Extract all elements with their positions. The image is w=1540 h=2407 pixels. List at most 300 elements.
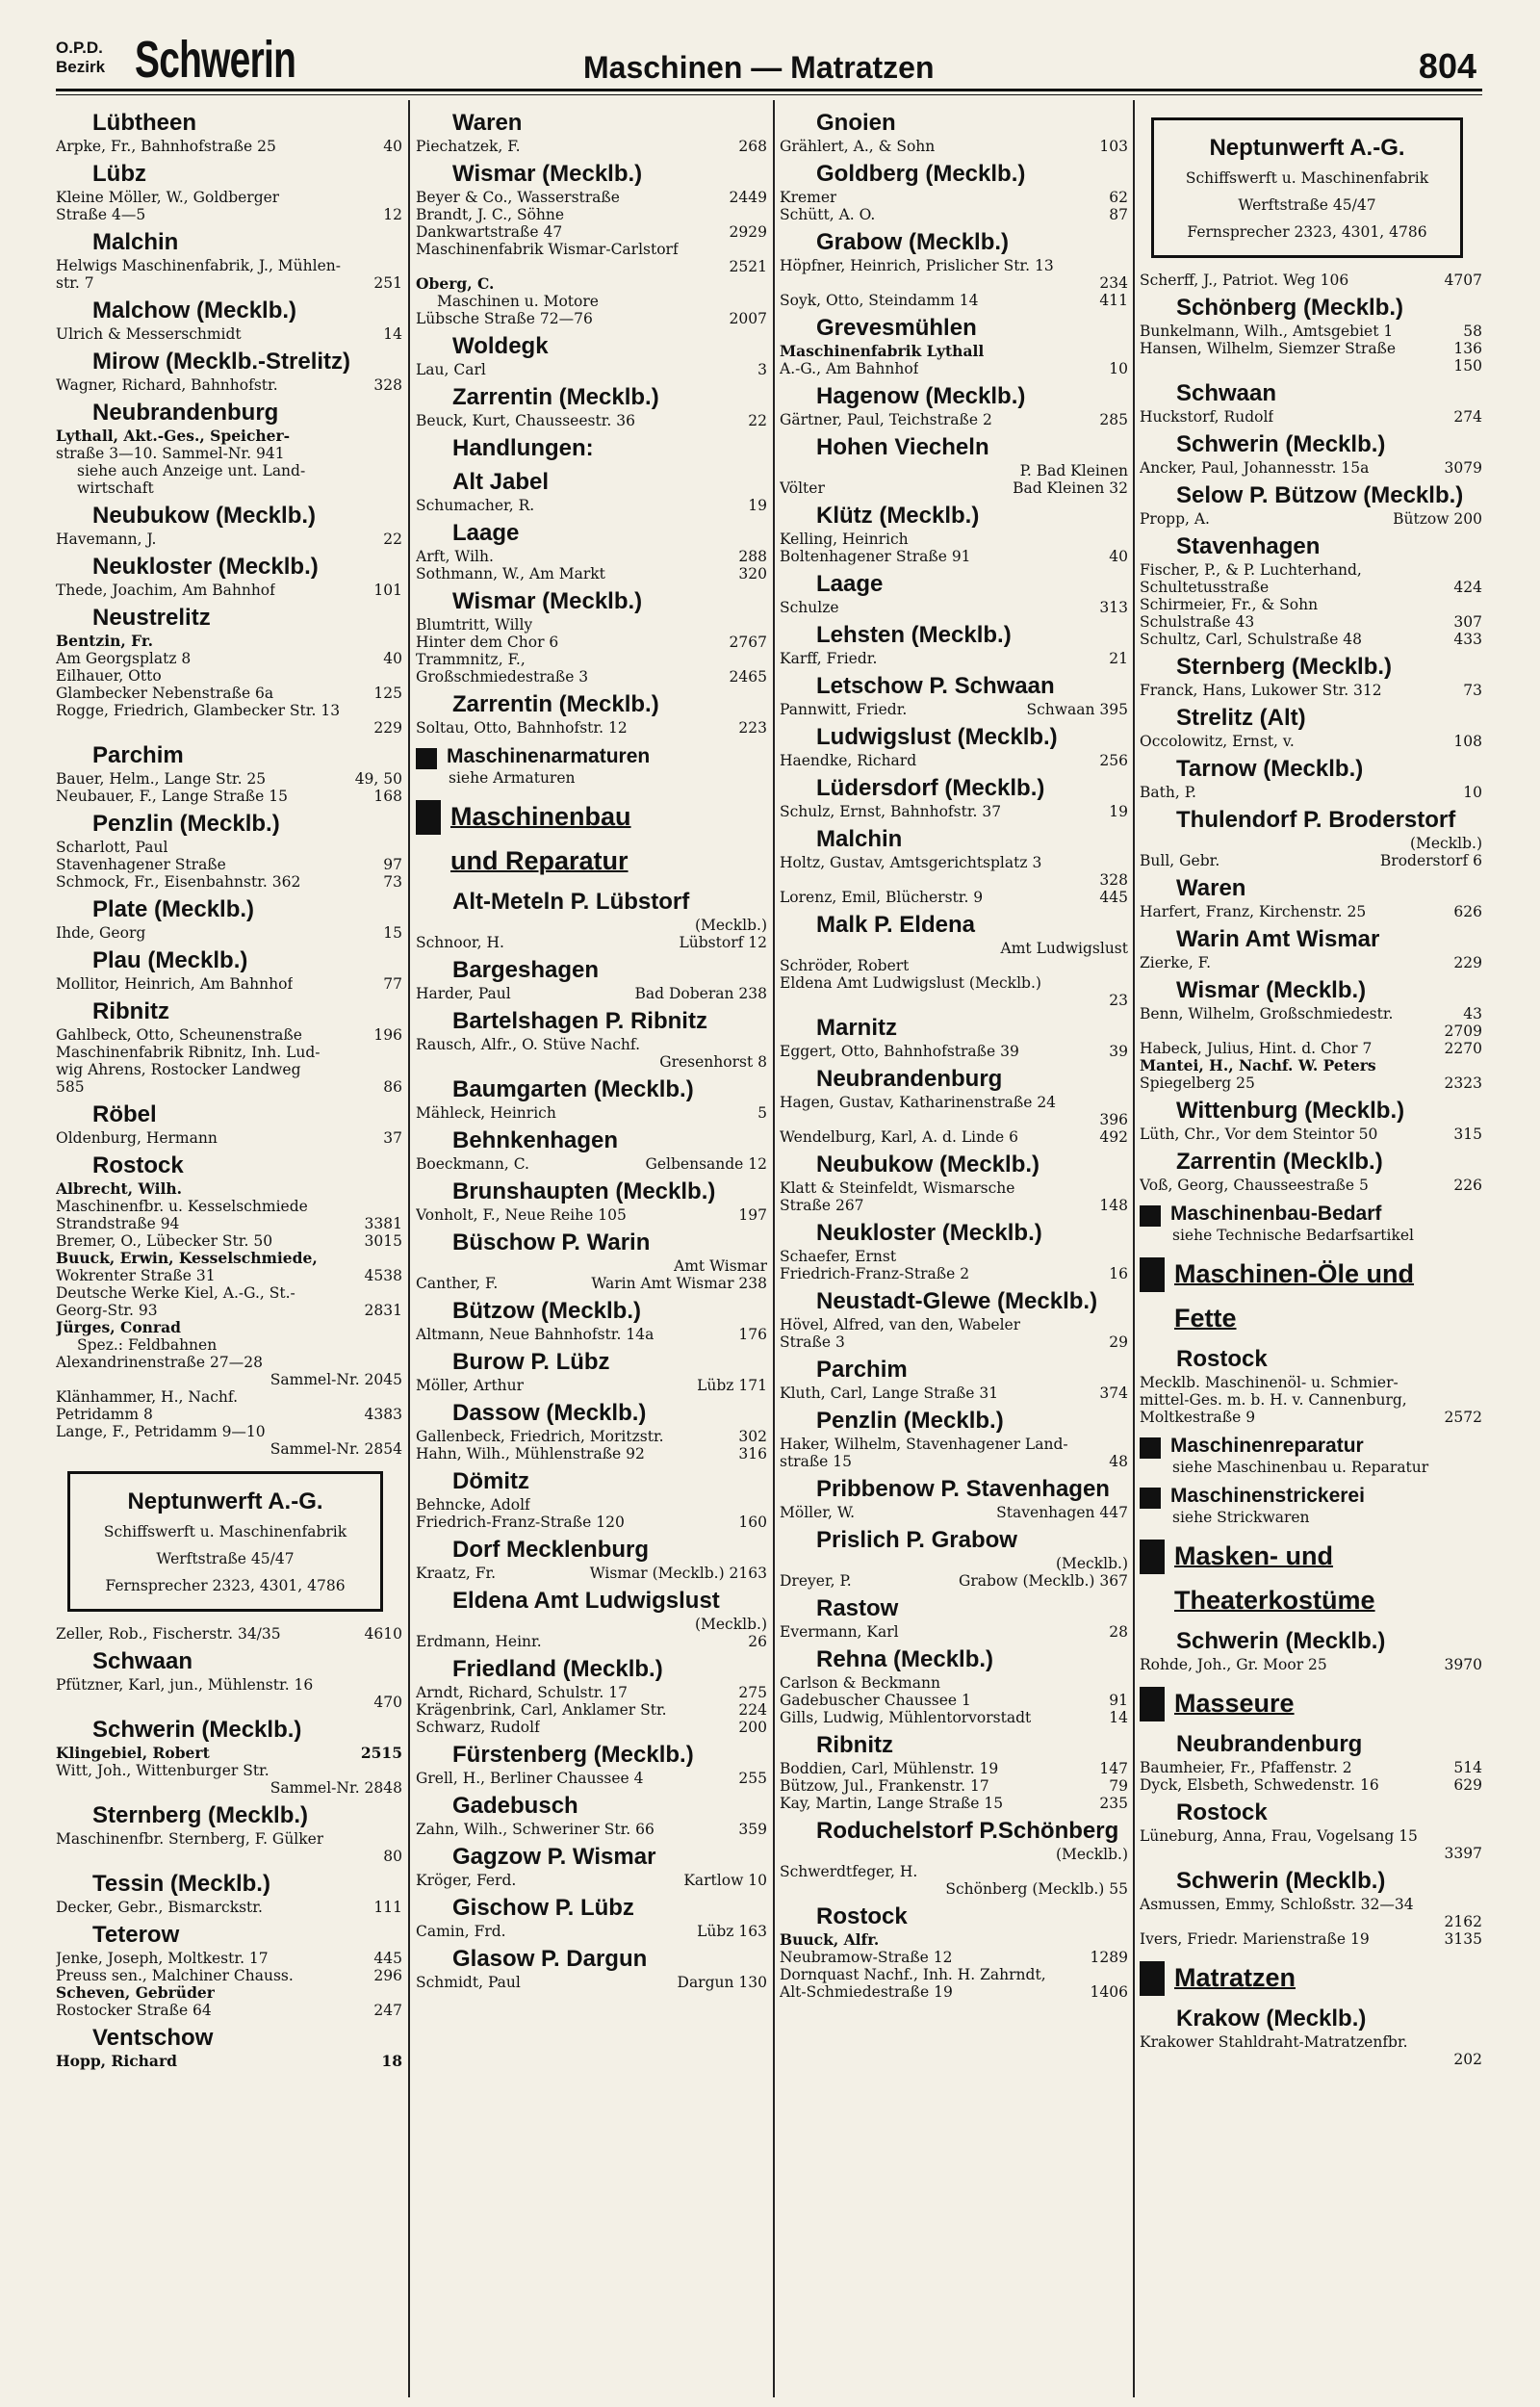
entry-name: Georg-Str. 93 <box>56 1302 158 1319</box>
entry-continuation: Spez.: Feldbahnen <box>77 1336 218 1354</box>
listing-entry <box>780 1760 1128 1777</box>
entry-number: 2831 <box>364 1302 402 1319</box>
entry-name: Soyk, Otto, Steindamm 14 <box>780 292 979 309</box>
listing-entry <box>56 274 402 292</box>
entry-number: Gelbensande 12 <box>645 1155 767 1173</box>
entry-name: Hahn, Wilh., Mühlenstraße 92 <box>416 1445 645 1462</box>
listing-entry <box>780 1128 1128 1146</box>
entry-name: Wagner, Richard, Bahnhofstr. <box>56 376 278 394</box>
entry-name: Sothmann, W., Am Markt <box>416 565 605 582</box>
listing-entry <box>1140 1177 1482 1194</box>
section-reference: siehe Technische Bedarfsartikel <box>1172 1227 1414 1244</box>
listing-entry <box>416 1275 767 1292</box>
entry-number: 275 <box>738 1684 767 1701</box>
entry-name: Holtz, Gustav, Amtsgerichtsplatz 3 <box>780 854 1042 871</box>
city-title: Schwerin <box>135 31 296 89</box>
listing-entry <box>416 189 767 206</box>
listing-entry <box>416 719 767 737</box>
entry-number: 58 <box>1463 323 1482 340</box>
entry-number-line: (Mecklb.) <box>694 917 767 934</box>
entry-name: Albrecht, Wilh. <box>56 1180 183 1198</box>
place-heading: Letschow P. Schwaan <box>816 673 1055 699</box>
place-heading: Rastow <box>816 1595 899 1621</box>
listing-entry <box>1140 954 1482 971</box>
place-heading: Neubrandenburg <box>1176 1731 1363 1757</box>
place-heading: Parchim <box>816 1357 908 1383</box>
entry-name: Oberg, C. <box>416 275 495 293</box>
listing-entry <box>780 1333 1128 1351</box>
listing-entry <box>416 548 767 565</box>
listing-entry <box>56 1950 402 1967</box>
entry-number: 21 <box>1109 650 1128 667</box>
place-heading: Gadebusch <box>452 1793 578 1819</box>
place-heading: Prislich P. Grabow <box>816 1527 1017 1553</box>
entry-name: Hövel, Alfred, van den, Wabeler <box>780 1316 1021 1333</box>
listing-entry <box>416 1974 767 1991</box>
entry-name: Deutsche Werke Kiel, A.-G., St.- <box>56 1284 295 1302</box>
entry-name: Arpke, Fr., Bahnhofstraße 25 <box>56 138 276 155</box>
entry-name: Völter <box>780 479 825 497</box>
listing-entry <box>1140 2033 1482 2051</box>
entry-number-line: Amt Ludwigslust <box>1000 940 1128 957</box>
entry-number: 411 <box>1099 292 1128 309</box>
entry-name: Decker, Gebr., Bismarckstr. <box>56 1899 263 1916</box>
listing-entry <box>780 1248 1128 1265</box>
entry-name: Petridamm 8 <box>56 1406 153 1423</box>
entry-number: 28 <box>1109 1623 1128 1641</box>
entry-name: Schwarz, Rudolf <box>416 1719 540 1736</box>
place-heading: Lübz <box>92 161 146 187</box>
section-title: Maschinenbau-Bedarf <box>1170 1203 1382 1225</box>
entry-name: Fischer, P., & P. Luchterhand, <box>1140 561 1362 579</box>
listing-entry <box>780 206 1128 223</box>
entry-name: Dornquast Nachf., Inh. H. Zahrndt, <box>780 1966 1046 1983</box>
entry-name: Neubauer, F., Lange Straße 15 <box>56 788 288 805</box>
listing-entry <box>416 1326 767 1343</box>
listing-entry <box>416 565 767 582</box>
entry-name: Kröger, Ferd. <box>416 1872 517 1889</box>
entry-number: 197 <box>738 1206 767 1224</box>
listing-entry <box>56 376 402 394</box>
entry-number: Broderstorf 6 <box>1379 852 1482 869</box>
entry-name: Camin, Frd. <box>416 1923 506 1940</box>
entry-number-line: Gresenhorst 8 <box>659 1053 767 1071</box>
district-label <box>56 39 105 77</box>
listing-entry <box>1140 1896 1482 1913</box>
entry-number-line: Schönberg (Mecklb.) 55 <box>945 1880 1128 1898</box>
advertisement-box <box>1151 117 1463 258</box>
place-heading: Ribnitz <box>816 1732 893 1758</box>
entry-number: 200 <box>738 1719 767 1736</box>
entry-name: Klingebiel, Robert <box>56 1745 210 1762</box>
entry-name: Scherff, J., Patriot. Weg 106 <box>1140 272 1349 289</box>
entry-number: 14 <box>1109 1709 1128 1726</box>
entry-name: Kraatz, Fr. <box>416 1565 497 1582</box>
entry-name: Helwigs Maschinenfabrik, J., Mühlen- <box>56 257 341 274</box>
entry-number: 1406 <box>1090 1983 1128 2001</box>
place-heading: Behnkenhagen <box>452 1127 619 1153</box>
entry-name: Hagen, Gustav, Katharinenstraße 24 <box>780 1094 1057 1111</box>
listing-entry <box>416 412 767 429</box>
entry-name: Maschinenfbr. u. Kesselschmiede <box>56 1198 308 1215</box>
listing-entry <box>56 1984 402 2002</box>
place-heading: Hagenow (Mecklb.) <box>816 383 1026 409</box>
listing-entry <box>1140 323 1482 340</box>
place-heading: Tessin (Mecklb.) <box>92 1871 270 1897</box>
entry-name: Bath, P. <box>1140 784 1196 801</box>
entry-name: Hansen, Wilhelm, Siemzer Straße <box>1140 340 1397 357</box>
listing-entry <box>56 531 402 548</box>
place-heading: Neukloster (Mecklb.) <box>92 554 319 580</box>
listing-entry <box>56 1762 402 1779</box>
place-heading: Schwerin (Mecklb.) <box>92 1717 302 1743</box>
listing-entry <box>780 1674 1128 1692</box>
listing-entry <box>780 1709 1128 1726</box>
entry-number: 40 <box>383 650 402 667</box>
entry-name: Canther, F. <box>416 1275 499 1292</box>
entry-name: Blumtritt, Willy <box>416 616 533 634</box>
place-heading: Selow P. Bützow (Mecklb.) <box>1176 482 1464 508</box>
place-heading: Neustrelitz <box>92 605 211 631</box>
entry-number: 48 <box>1109 1453 1128 1470</box>
listing-entry <box>56 1215 402 1232</box>
entry-number: 320 <box>738 565 767 582</box>
listing-entry <box>780 599 1128 616</box>
entry-name: Beuck, Kurt, Chausseestr. 36 <box>416 412 635 429</box>
entry-name: straße 3—10. Sammel-Nr. 941 <box>56 445 285 462</box>
entry-number: 196 <box>373 1026 402 1044</box>
place-heading: Bartelshagen P. Ribnitz <box>452 1008 707 1034</box>
entry-number: 626 <box>1453 903 1482 920</box>
entry-number-line: (Mecklb.) <box>1409 835 1482 852</box>
entry-name: Karff, Friedr. <box>780 650 878 667</box>
place-heading: Malchin <box>816 826 903 852</box>
entry-number-line: 23 <box>1109 992 1128 1009</box>
place-heading: Schwerin (Mecklb.) <box>1176 1628 1386 1654</box>
listing-entry <box>780 257 1128 274</box>
place-heading: Lübtheen <box>92 110 196 136</box>
listing-entry <box>780 752 1128 769</box>
entry-name: Evermann, Karl <box>780 1623 899 1641</box>
header-rule <box>56 89 1482 91</box>
entry-name: Gills, Ludwig, Mühlentorvorstadt <box>780 1709 1032 1726</box>
entry-name: Gärtner, Paul, Teichstraße 2 <box>780 411 992 428</box>
listing-entry <box>780 1197 1128 1214</box>
entry-name: Schirmeier, Fr., & Sohn <box>1140 596 1319 613</box>
place-heading: Warin Amt Wismar <box>1176 926 1380 952</box>
place-heading: Ventschow <box>92 2025 214 2051</box>
listing-entry <box>56 1284 402 1302</box>
entry-name: Maschinenfabrik Wismar-Carlstorf <box>416 241 679 258</box>
entry-number: 2323 <box>1444 1074 1482 1092</box>
place-heading: Roduchelstorf P.Schönberg <box>816 1818 1119 1844</box>
listing-entry <box>416 138 767 155</box>
entry-number: 2515 <box>360 1744 402 1762</box>
entry-name: Dreyer, P. <box>780 1572 852 1590</box>
listing-entry <box>1140 1930 1482 1948</box>
entry-number: 226 <box>1453 1177 1482 1194</box>
listing-entry <box>780 360 1128 377</box>
ad-company-name: Neptunwerft A.-G. <box>1209 135 1405 161</box>
section-bullet-icon <box>1140 1687 1165 1721</box>
section-bullet-icon <box>416 800 441 835</box>
listing-entry <box>56 1830 402 1848</box>
listing-entry <box>780 138 1128 155</box>
listing-entry <box>56 702 402 719</box>
place-heading: Neustadt-Glewe (Mecklb.) <box>816 1288 1098 1314</box>
listing-entry <box>1140 682 1482 699</box>
place-heading: Malk P. Eldena <box>816 912 975 938</box>
listing-entry <box>56 1967 402 1984</box>
place-heading: Röbel <box>92 1101 157 1127</box>
entry-number: 19 <box>748 497 767 514</box>
opd-label: O.P.D. <box>56 39 103 57</box>
listing-entry <box>416 206 767 223</box>
entry-number: 445 <box>373 1950 402 1967</box>
listing-entry <box>56 1406 402 1423</box>
place-heading: Schwaan <box>92 1648 193 1674</box>
entry-number: 2767 <box>729 634 767 651</box>
major-section-heading <box>1140 1252 1482 1340</box>
entry-number: Lübstorf 12 <box>679 934 767 951</box>
entry-name: Schumacher, R. <box>416 497 535 514</box>
place-heading: Neubrandenburg <box>92 400 279 426</box>
place-heading: Alt-Meteln P. Lübstorf <box>452 889 690 915</box>
listing-entry <box>416 1684 767 1701</box>
entry-name: Alexandrinenstraße 27—28 <box>56 1354 263 1371</box>
listing-entry <box>416 497 767 514</box>
entry-name: Ancker, Paul, Johannesstr. 15a <box>1140 459 1370 477</box>
column-1 <box>56 104 402 2397</box>
entry-number: 224 <box>738 1701 767 1719</box>
column-divider <box>408 100 410 2397</box>
listing-entry <box>56 1180 402 1198</box>
entry-number: 1289 <box>1090 1949 1128 1966</box>
place-heading: Burow P. Lübz <box>452 1349 610 1375</box>
entry-continuation: wirtschaft <box>77 479 154 497</box>
section-bullet-icon <box>1140 1961 1165 1996</box>
entry-name: Zahn, Wilh., Schweriner Str. 66 <box>416 1821 654 1838</box>
section-title: Maschinenarmaturen <box>447 745 651 767</box>
place-heading: Schwerin (Mecklb.) <box>1176 431 1386 457</box>
listing-entry <box>1140 1005 1482 1022</box>
entry-name: Stavenhagener Straße <box>56 856 226 873</box>
listing-entry <box>56 650 402 667</box>
place-heading: Malchow (Mecklb.) <box>92 298 297 324</box>
major-section-title: und Reparatur <box>450 846 629 875</box>
section-bullet-icon <box>1140 1437 1161 1459</box>
entry-name: Franck, Hans, Lukower Str. 312 <box>1140 682 1382 699</box>
listing-entry <box>780 1504 1128 1521</box>
entry-name: Maschinenfabrik Lythall <box>780 343 985 360</box>
place-heading: Bargeshagen <box>452 957 600 983</box>
listing-entry <box>1140 1827 1482 1845</box>
entry-name: Occolowitz, Ernst, v. <box>1140 733 1295 750</box>
entry-name: Rogge, Friedrich, Glambecker Str. 13 <box>56 702 341 719</box>
entry-number-line: 396 <box>1099 1111 1128 1128</box>
major-section-title: Matratzen <box>1174 1963 1296 1992</box>
entry-name: Kelling, Heinrich <box>780 531 909 548</box>
entry-name: Lau, Carl <box>416 361 486 378</box>
section-bullet-icon <box>416 748 437 769</box>
entry-number: 359 <box>738 1821 767 1838</box>
listing-entry <box>1140 408 1482 426</box>
ad-company-name: Neptunwerft A.-G. <box>127 1488 323 1514</box>
listing-entry <box>56 1267 402 1284</box>
listing-entry <box>780 1949 1128 1966</box>
place-heading: Zarrentin (Mecklb.) <box>452 691 659 717</box>
listing-entry <box>56 1899 402 1916</box>
entry-name: Glambecker Nebenstraße 6a <box>56 685 274 702</box>
entry-number: 629 <box>1453 1776 1482 1794</box>
listing-entry <box>56 685 402 702</box>
place-heading: Penzlin (Mecklb.) <box>816 1408 1004 1434</box>
entry-number: 4610 <box>364 1625 402 1643</box>
place-heading: Friedland (Mecklb.) <box>452 1656 663 1682</box>
entry-continuation: Maschinen u. Motore <box>437 293 599 310</box>
listing-entry <box>1140 272 1482 289</box>
listing-entry <box>416 616 767 634</box>
major-section-title-wrap <box>1174 1681 1295 1725</box>
entry-name: Boeckmann, C. <box>416 1155 529 1173</box>
place-heading: Glasow P. Dargun <box>452 1946 648 1972</box>
entry-name: Boltenhagener Straße 91 <box>780 548 971 565</box>
entry-number: 101 <box>373 582 402 599</box>
listing-entry <box>780 957 1128 974</box>
listing-entry <box>416 1428 767 1445</box>
listing-entry <box>56 788 402 805</box>
place-heading: Strelitz (Alt) <box>1176 705 1306 731</box>
listing-entry <box>1140 340 1482 357</box>
entry-number: 223 <box>738 719 767 737</box>
place-heading: Gagzow P. Wismar <box>452 1844 656 1870</box>
entry-name: Mähleck, Heinrich <box>416 1104 556 1122</box>
entry-number: 40 <box>383 138 402 155</box>
entry-number-line: 150 <box>1453 357 1482 375</box>
listing-entry <box>1140 1409 1482 1426</box>
listing-entry <box>780 343 1128 360</box>
entry-number: 255 <box>738 1770 767 1787</box>
entry-name: Friedrich-Franz-Straße 2 <box>780 1265 970 1282</box>
entry-number: 91 <box>1109 1692 1128 1709</box>
listing-entry <box>56 1745 402 1762</box>
section-reference: siehe Armaturen <box>449 769 576 787</box>
listing-entry <box>1140 1074 1482 1092</box>
entry-name: Wendelburg, Karl, A. d. Linde 6 <box>780 1128 1018 1146</box>
listing-entry <box>1140 459 1482 477</box>
listing-entry <box>780 1931 1128 1949</box>
header-rule-thin <box>56 94 1482 95</box>
entry-number: 79 <box>1109 1777 1128 1795</box>
entry-name: Moltkestraße 9 <box>1140 1409 1256 1426</box>
place-heading: Laage <box>452 520 520 546</box>
listing-entry <box>56 924 402 942</box>
bezirk-label: Bezirk <box>56 58 106 76</box>
listing-entry <box>1140 631 1482 648</box>
entry-name: Carlson & Beckmann <box>780 1674 940 1692</box>
listing-entry <box>780 803 1128 820</box>
listing-entry <box>56 189 402 206</box>
place-heading: Grevesmühlen <box>816 315 977 341</box>
listing-entry <box>780 1692 1128 1709</box>
listing-entry <box>56 1388 402 1406</box>
entry-number: 40 <box>1109 548 1128 565</box>
entry-name: Lüneburg, Anna, Frau, Vogelsang 15 <box>1140 1827 1418 1845</box>
listing-entry <box>56 1302 402 1319</box>
place-heading: Malchin <box>92 229 179 255</box>
entry-number: 168 <box>373 788 402 805</box>
entry-name: Soltau, Otto, Bahnhofstr. 12 <box>416 719 628 737</box>
entry-name: Strandstraße 94 <box>56 1215 180 1232</box>
entry-number: 3079 <box>1444 459 1482 477</box>
listing-entry <box>780 1863 1128 1880</box>
listing-entry <box>56 1078 402 1096</box>
listing-entry <box>1140 579 1482 596</box>
section-heading <box>416 744 767 769</box>
listing-entry <box>780 889 1128 906</box>
entry-number: 12 <box>383 206 402 223</box>
ad-line: Fernsprecher 2323, 4301, 4786 <box>105 1577 346 1594</box>
entry-number-line: (Mecklb.) <box>1055 1846 1128 1863</box>
listing-entry <box>1140 1391 1482 1409</box>
listing-entry <box>416 1496 767 1514</box>
major-section-title: Theaterkostüme <box>1174 1586 1375 1615</box>
entry-name: Schnoor, H. <box>416 934 504 951</box>
listing-entry <box>780 1983 1128 2001</box>
place-heading: Sternberg (Mecklb.) <box>1176 654 1393 680</box>
entry-number: 328 <box>373 376 402 394</box>
entry-name: Pfützner, Karl, jun., Mühlenstr. 16 <box>56 1676 314 1694</box>
entry-name: Havemann, J. <box>56 531 157 548</box>
ad-line: Werftstraße 45/47 <box>1238 196 1376 214</box>
place-heading: Eldena Amt Ludwigslust <box>452 1588 720 1614</box>
place-heading: Büschow P. Warin <box>452 1229 651 1255</box>
entry-name: Großschmiedestraße 3 <box>416 668 589 686</box>
entry-name: Kay, Martin, Lange Straße 15 <box>780 1795 1004 1812</box>
entry-number: 2465 <box>729 668 767 686</box>
listing-entry <box>56 1319 402 1336</box>
entry-number: 37 <box>383 1129 402 1147</box>
column-4 <box>1140 104 1482 2397</box>
entry-name: Haendke, Richard <box>780 752 917 769</box>
major-section-title: Maschinen-Öle und <box>1174 1259 1415 1288</box>
entry-number: 19 <box>1109 803 1128 820</box>
ad-line: Schiffswerft u. Maschinenfabrik <box>1185 169 1429 187</box>
listing-entry <box>780 1265 1128 1282</box>
major-section-title-wrap <box>1174 1534 1375 1622</box>
listing-entry <box>416 1445 767 1462</box>
entry-name: Möller, W. <box>780 1504 855 1521</box>
listing-entry <box>416 1377 767 1394</box>
entry-number-line: 234 <box>1099 274 1128 292</box>
entry-number: Stavenhagen 447 <box>996 1504 1128 1521</box>
place-heading: Zarrentin (Mecklb.) <box>452 384 659 410</box>
entry-name: Dankwartstraße 47 <box>416 223 563 241</box>
place-heading: Rostock <box>92 1152 184 1178</box>
listing-entry <box>416 1155 767 1173</box>
place-heading: Neubukow (Mecklb.) <box>92 503 317 529</box>
entry-name: Schmidt, Paul <box>416 1974 521 1991</box>
place-heading: Penzlin (Mecklb.) <box>92 811 280 837</box>
listing-entry <box>780 1966 1128 1983</box>
entry-number: 316 <box>738 1445 767 1462</box>
entry-number: 73 <box>383 873 402 891</box>
entry-name: Zierke, F. <box>1140 954 1211 971</box>
entry-number-line: 470 <box>373 1694 402 1711</box>
entry-name: Bauer, Helm., Lange Str. 25 <box>56 770 267 788</box>
entry-name: Bentzin, Fr. <box>56 633 154 650</box>
place-heading: Wittenburg (Mecklb.) <box>1176 1098 1405 1124</box>
